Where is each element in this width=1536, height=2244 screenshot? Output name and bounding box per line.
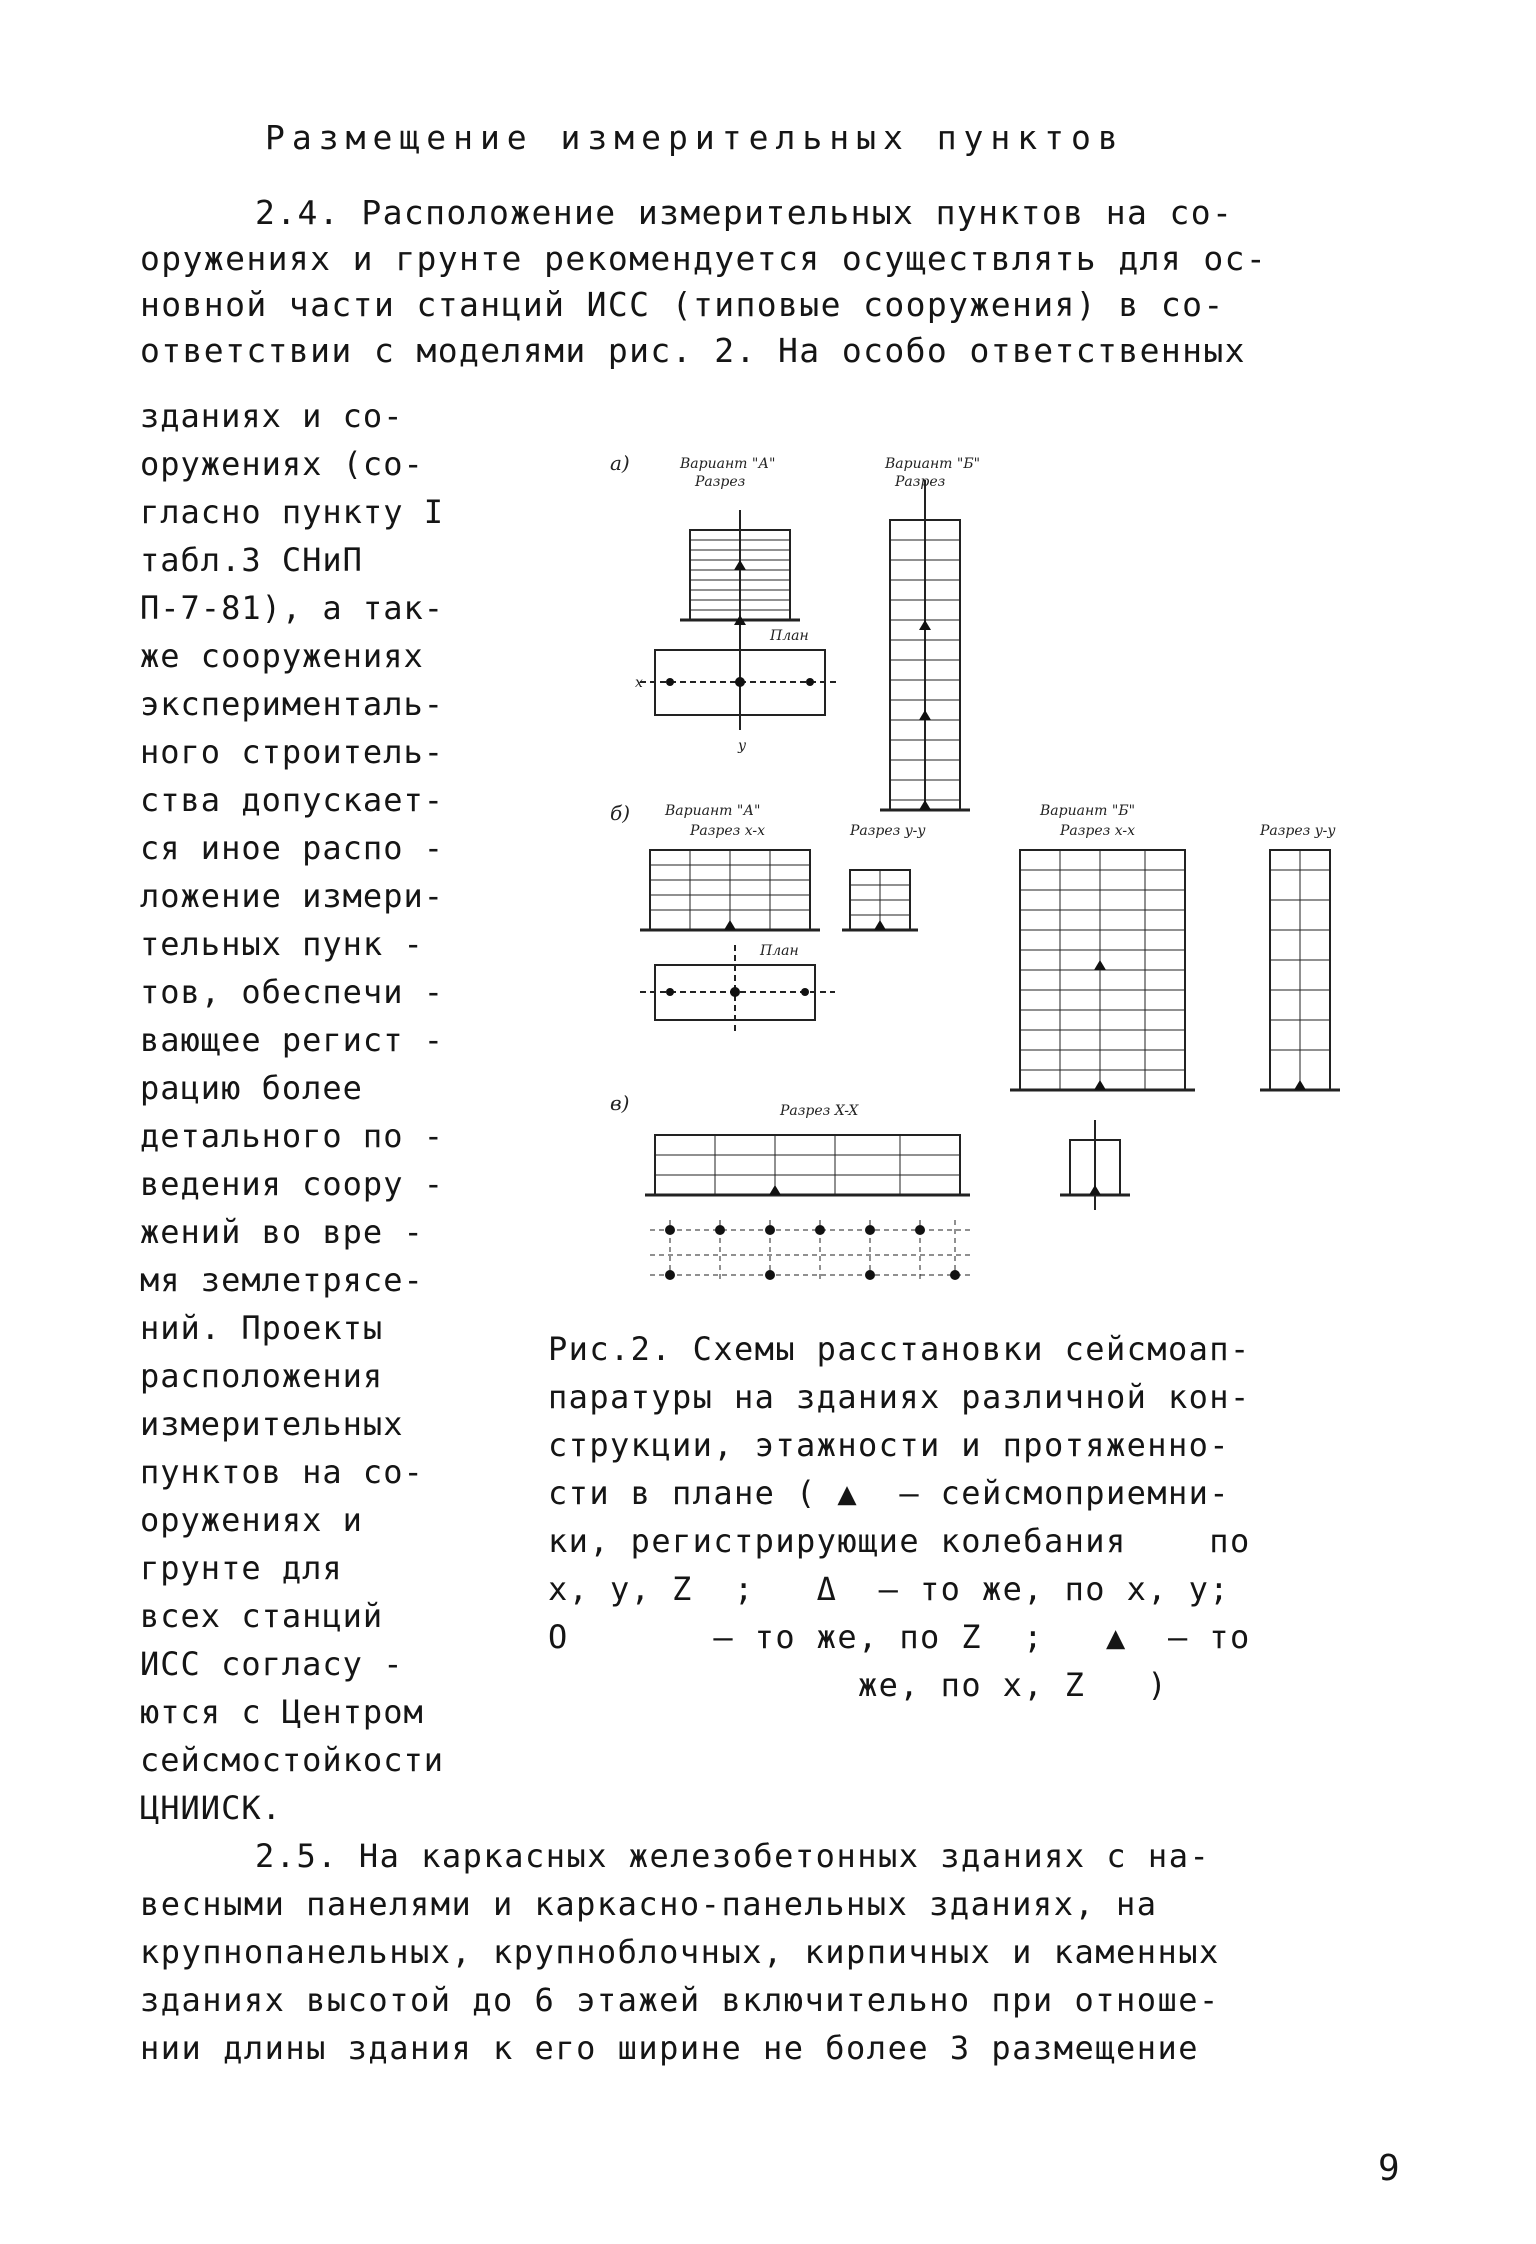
text-line: зданиях и со- (140, 397, 404, 435)
figure-label-razrez-XX: Разрез X-X (780, 1103, 859, 1119)
figure-label-plan: План (760, 943, 799, 959)
figure-label-razrez: Разрез (895, 474, 946, 490)
figure-label-a: а) (610, 451, 630, 475)
text-line: расположения (140, 1357, 384, 1395)
caption-line: же, по x, Z ) (858, 1666, 1168, 1704)
text-line: нии длины здания к его ширине не более 3 размещение (140, 2029, 1200, 2067)
figure-label-plan: План (770, 628, 809, 644)
text-line: ются с Центром (140, 1693, 424, 1731)
section-heading: Размещение измерительных пунктов (265, 118, 1125, 157)
text-line: жений во вре - (140, 1213, 424, 1251)
text-line: оружениях и (140, 1501, 363, 1539)
figure-label-razrez-yy: Разрез y-y (850, 823, 926, 839)
figure-label-variant-a: Вариант "А" (680, 456, 776, 472)
caption-line: паратуры на зданиях различной кон- (548, 1378, 1251, 1416)
figure-drawing (610, 440, 1400, 1280)
figure-label-b: б) (610, 801, 631, 825)
text-line: ведения соору - (140, 1165, 444, 1203)
figure-label-variant-a: Вариант "А" (665, 803, 761, 819)
text-line: же сооружениях (140, 637, 424, 675)
figure-label-razrez: Разрез (695, 474, 746, 490)
text-line: табл.3 СНиП (140, 541, 363, 579)
page-number: 9 (1378, 2148, 1400, 2189)
figure-label-razrez-yy: Разрез y-y (1260, 823, 1336, 839)
figure-label-razrez-xx: Разрез x-x (1060, 823, 1136, 839)
caption-line: O – то же, по Z ; ▲ – то (548, 1618, 1251, 1656)
text-line: ного строитель- (140, 733, 444, 771)
caption-line: x, y, Z ; Δ – то же, по x, y; (548, 1570, 1230, 1608)
text-line: детального по - (140, 1117, 444, 1155)
caption-line: сти в плане ( ▲ – сейсмоприемни- (548, 1474, 1230, 1512)
text-line: гласно пункту I (140, 493, 444, 531)
caption-line: струкции, этажности и протяженно- (548, 1426, 1230, 1464)
figure-label-v: в) (610, 1091, 630, 1115)
text-line: ний. Проекты (140, 1309, 384, 1347)
text-line: грунте для (140, 1549, 343, 1587)
figure-axis-y: y (738, 738, 746, 754)
text-line: оружениях и грунте рекомендуется осуществлять для ос- (140, 239, 1268, 278)
text-line: вающее регист - (140, 1021, 444, 1059)
text-line: П-7-81), а так- (140, 589, 444, 627)
figure-caption (548, 1325, 1408, 1709)
building-section-v (655, 1135, 960, 1195)
figure-label-variant-b: Вариант "Б" (1040, 803, 1136, 819)
paragraph-2-4-top (140, 190, 1395, 374)
text-line: всех станций (140, 1597, 384, 1635)
paragraph-2-5 (140, 1832, 1400, 2072)
caption-line: ки, регистрирующие колебания по (548, 1522, 1251, 1560)
text-line: ЦНИИСК. (140, 1789, 282, 1827)
text-line: ответствии с моделями рис. 2. На особо ответственных (140, 331, 1246, 370)
text-line: ся иное распо - (140, 829, 444, 867)
figure-seismic-layouts (610, 440, 1400, 1280)
text-line: 2.5. На каркасных железобетонных зданиях с на- (255, 1837, 1211, 1875)
figure-axis-x: x (635, 675, 643, 691)
text-line: крупнопанельных, крупноблочных, кирпичных и каменных (140, 1933, 1220, 1971)
text-line: ИСС согласу - (140, 1645, 404, 1683)
text-line: тельных пунк - (140, 925, 424, 963)
text-line: ства допускает- (140, 781, 444, 819)
text-line: весными панелями и каркасно-панельных зданиях, на (140, 1885, 1158, 1923)
text-line: пунктов на со- (140, 1453, 424, 1491)
text-line: измерительных (140, 1405, 404, 1443)
caption-line: Рис.2. Схемы расстановки сейсмоап- (548, 1330, 1251, 1368)
paragraph-2-4-side-column (140, 392, 520, 1832)
text-line: зданиях высотой до 6 этажей включительно при отноше- (140, 1981, 1220, 2019)
text-line: новной части станций ИСС (типовые сооружения) в со- (140, 285, 1225, 324)
text-line: эксперименталь- (140, 685, 444, 723)
text-line: сейсмостойкости (140, 1741, 444, 1779)
text-line: тов, обеспечи - (140, 973, 444, 1011)
text-line: ложение измери- (140, 877, 444, 915)
text-line: мя землетрясе- (140, 1261, 424, 1299)
text-line: оружениях (со- (140, 445, 424, 483)
text-line: рацию более (140, 1069, 363, 1107)
figure-label-razrez-xx: Разрез x-x (690, 823, 766, 839)
figure-label-variant-b: Вариант "Б" (885, 456, 981, 472)
text-line: 2.4. Расположение измерительных пунктов на со- (255, 193, 1234, 232)
